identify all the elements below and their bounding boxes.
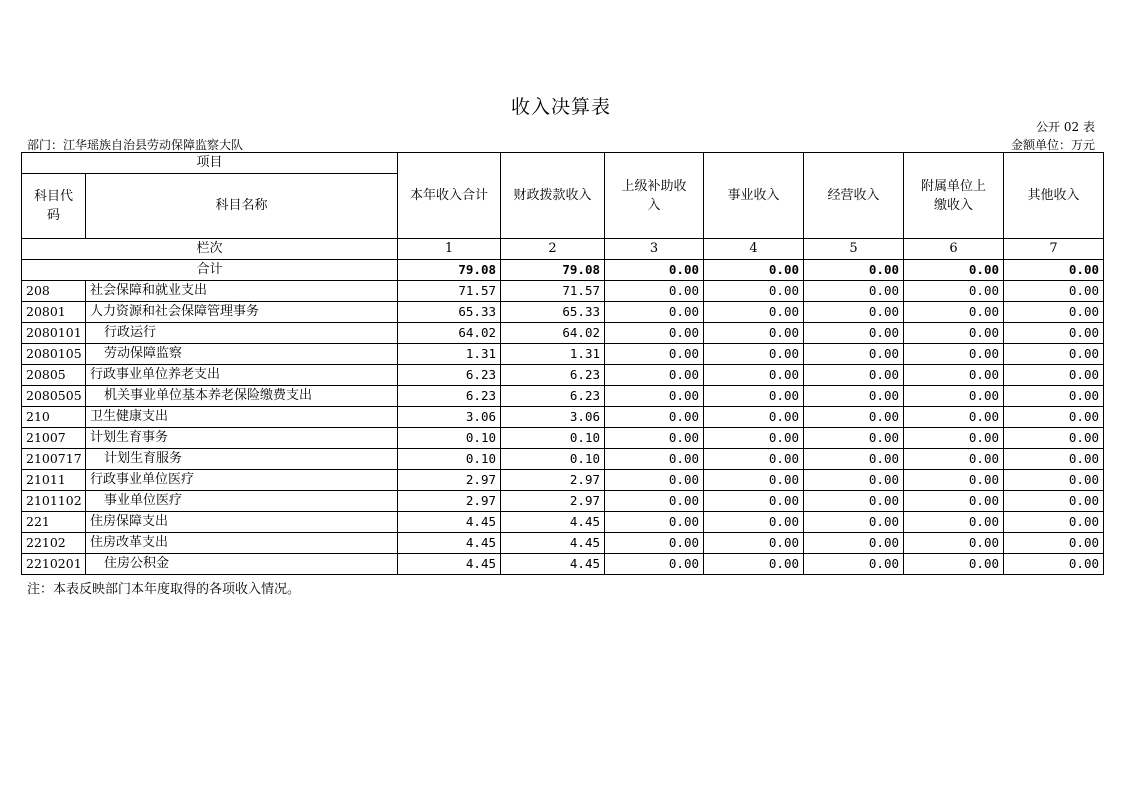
subject-name-cell [86,281,398,302]
subject-name: 计划生育服务 [104,451,183,466]
subject-name: 人力资源和社会保障管理事务 [90,304,260,319]
column-number: 5 [804,239,904,260]
total-label: 合计 [22,260,398,281]
subject-code: 221 [22,512,86,533]
amount-cell: 2.97 [501,470,605,491]
amount-cell: 0.00 [804,512,904,533]
column-number: 3 [605,239,704,260]
column-number: 1 [398,239,501,260]
subject-name-cell [86,533,398,554]
amount-cell: 0.00 [605,533,704,554]
amount-cell: 0.00 [1004,323,1104,344]
amount-cell: 0.00 [605,281,704,302]
amount-cell: 0.00 [704,407,804,428]
amount-cell: 3.06 [501,407,605,428]
subject-name-cell [86,428,398,449]
amount-cell: 0.00 [704,449,804,470]
amount-cell: 0.00 [904,533,1004,554]
amount-cell: 0.00 [605,302,704,323]
column-number: 6 [904,239,1004,260]
amount-cell: 0.00 [804,533,904,554]
subject-name-cell [86,386,398,407]
subject-name: 住房改革支出 [90,535,169,550]
header-col-3: 上级补助收入 [605,153,704,239]
subject-name: 事业单位医疗 [104,493,183,508]
table-row [22,449,1104,470]
amount-cell: 0.00 [1004,281,1104,302]
header-col-4: 事业收入 [704,153,804,239]
amount-cell: 0.00 [1004,512,1104,533]
amount-cell: 2.97 [501,491,605,512]
amount-cell: 2.97 [398,470,501,491]
amount-cell: 0.00 [605,323,704,344]
amount-cell: 0.00 [704,386,804,407]
subject-code: 20805 [22,365,86,386]
amount-cell: 65.33 [398,302,501,323]
total-value: 79.08 [501,260,605,281]
amount-cell: 0.10 [501,428,605,449]
subject-code: 2080105 [22,344,86,365]
amount-cell: 6.23 [501,365,605,386]
header-col-5: 经营收入 [804,153,904,239]
subject-name-cell [86,407,398,428]
amount-cell: 65.33 [501,302,605,323]
table-row [22,302,1104,323]
header-name: 科目名称 [86,174,398,239]
table-row [22,407,1104,428]
amount-cell: 0.00 [704,428,804,449]
amount-cell: 0.00 [904,407,1004,428]
amount-cell: 0.00 [804,365,904,386]
total-row [22,260,1104,281]
amount-cell: 0.00 [605,554,704,575]
total-value: 0.00 [904,260,1004,281]
subject-code: 2080101 [22,323,86,344]
amount-cell: 0.00 [704,512,804,533]
footnote: 注：本表反映部门本年度取得的各项收入情况。 [27,582,301,597]
amount-cell: 4.45 [501,533,605,554]
amount-cell: 0.10 [501,449,605,470]
amount-cell: 0.00 [904,323,1004,344]
amount-cell: 0.00 [904,491,1004,512]
total-value: 0.00 [704,260,804,281]
table-row [22,323,1104,344]
table-row [22,533,1104,554]
amount-cell: 0.00 [1004,428,1104,449]
subject-name-cell [86,323,398,344]
unit-label: 金额单位：万元 [1010,138,1095,152]
table-row [22,365,1104,386]
subject-name: 住房公积金 [104,556,170,571]
table-row [22,512,1104,533]
amount-cell: 0.00 [904,449,1004,470]
amount-cell: 0.00 [1004,491,1104,512]
subject-name: 住房保障支出 [90,514,169,529]
amount-cell: 0.00 [1004,386,1104,407]
amount-cell: 0.00 [704,365,804,386]
table-row [22,554,1104,575]
amount-cell: 1.31 [398,344,501,365]
amount-cell: 0.00 [804,344,904,365]
amount-cell: 0.00 [804,470,904,491]
amount-cell: 0.00 [704,281,804,302]
subject-code: 20801 [22,302,86,323]
subject-name-cell [86,302,398,323]
subject-code: 210 [22,407,86,428]
amount-cell: 6.23 [398,365,501,386]
amount-cell: 0.00 [605,449,704,470]
amount-cell: 0.00 [605,386,704,407]
subject-code: 2100717 [22,449,86,470]
amount-cell: 0.00 [605,470,704,491]
subject-name: 计划生育事务 [90,430,169,445]
subject-name-cell [86,491,398,512]
subject-name-cell [86,512,398,533]
table-row [22,281,1104,302]
subject-name: 机关事业单位基本养老保险缴费支出 [104,388,313,403]
amount-cell: 0.00 [804,449,904,470]
amount-cell: 0.00 [904,344,1004,365]
amount-cell: 1.31 [501,344,605,365]
subject-name: 劳动保障监察 [104,346,183,361]
amount-cell: 0.00 [1004,407,1104,428]
amount-cell: 4.45 [398,512,501,533]
amount-cell: 0.00 [804,323,904,344]
subject-name-cell [86,470,398,491]
header-col-7: 其他收入 [1004,153,1104,239]
amount-cell: 4.45 [501,554,605,575]
amount-cell: 0.00 [605,512,704,533]
amount-cell: 6.23 [501,386,605,407]
header-col-1: 本年收入合计 [398,153,501,239]
amount-cell: 71.57 [501,281,605,302]
table-row [22,428,1104,449]
subject-code: 2101102 [22,491,86,512]
form-number: 公开 02 表 [1036,120,1095,134]
amount-cell: 0.00 [605,491,704,512]
amount-cell: 0.10 [398,449,501,470]
amount-cell: 0.00 [704,344,804,365]
subject-code: 21011 [22,470,86,491]
amount-cell: 3.06 [398,407,501,428]
amount-cell: 0.00 [904,470,1004,491]
amount-cell: 4.45 [398,554,501,575]
amount-cell: 0.00 [904,554,1004,575]
amount-cell: 71.57 [398,281,501,302]
page-title: 收入决算表 [510,96,611,118]
amount-cell: 0.00 [1004,533,1104,554]
amount-cell: 0.00 [605,365,704,386]
total-value: 79.08 [398,260,501,281]
amount-cell: 0.00 [704,491,804,512]
amount-cell: 0.00 [804,428,904,449]
amount-cell: 0.00 [704,554,804,575]
amount-cell: 0.00 [704,302,804,323]
column-number: 4 [704,239,804,260]
amount-cell: 0.00 [605,407,704,428]
amount-cell: 0.00 [704,470,804,491]
amount-cell: 4.45 [501,512,605,533]
header-col-6: 附属单位上缴收入 [904,153,1004,239]
amount-cell: 0.00 [1004,470,1104,491]
header-code: 科目代码 [22,174,86,239]
amount-cell: 64.02 [501,323,605,344]
amount-cell: 6.23 [398,386,501,407]
column-number-label: 栏次 [22,239,398,260]
subject-name: 卫生健康支出 [90,409,169,424]
amount-cell: 0.00 [904,365,1004,386]
header-row-top [22,153,1104,174]
header-item: 项目 [22,153,398,174]
amount-cell: 0.00 [804,281,904,302]
amount-cell: 0.00 [904,428,1004,449]
amount-cell: 0.00 [704,533,804,554]
subject-code: 208 [22,281,86,302]
amount-cell: 0.00 [804,386,904,407]
total-value: 0.00 [804,260,904,281]
column-number-row [22,239,1104,260]
subject-name: 行政运行 [104,325,157,340]
subject-code: 2210201 [22,554,86,575]
subject-name-cell [86,449,398,470]
amount-cell: 0.00 [804,491,904,512]
subject-name: 社会保障和就业支出 [90,283,208,298]
header-col-2: 财政拨款收入 [501,153,605,239]
amount-cell: 0.00 [904,281,1004,302]
subject-code: 2080505 [22,386,86,407]
amount-cell: 4.45 [398,533,501,554]
subject-name: 行政事业单位养老支出 [90,367,221,382]
column-number: 2 [501,239,605,260]
amount-cell: 0.00 [1004,554,1104,575]
amount-cell: 0.00 [704,323,804,344]
amount-cell: 0.00 [804,302,904,323]
subject-code: 21007 [22,428,86,449]
amount-cell: 2.97 [398,491,501,512]
total-value: 0.00 [605,260,704,281]
amount-cell: 0.00 [1004,302,1104,323]
column-number: 7 [1004,239,1104,260]
table-row [22,386,1104,407]
amount-cell: 0.00 [904,302,1004,323]
subject-name-cell [86,365,398,386]
subject-code: 22102 [22,533,86,554]
total-value: 0.00 [1004,260,1104,281]
subject-name-cell [86,554,398,575]
subject-name: 行政事业单位医疗 [90,472,195,487]
table-row [22,491,1104,512]
amount-cell: 0.00 [904,512,1004,533]
amount-cell: 0.10 [398,428,501,449]
subject-name-cell [86,344,398,365]
amount-cell: 0.00 [904,386,1004,407]
department-label: 部门：江华瑶族自治县劳动保障监察大队 [27,138,244,152]
amount-cell: 0.00 [605,344,704,365]
income-table [21,152,1104,575]
amount-cell: 0.00 [804,554,904,575]
table-row [22,344,1104,365]
amount-cell: 0.00 [605,428,704,449]
amount-cell: 64.02 [398,323,501,344]
amount-cell: 0.00 [1004,449,1104,470]
amount-cell: 0.00 [1004,365,1104,386]
table-row [22,470,1104,491]
amount-cell: 0.00 [1004,344,1104,365]
amount-cell: 0.00 [804,407,904,428]
